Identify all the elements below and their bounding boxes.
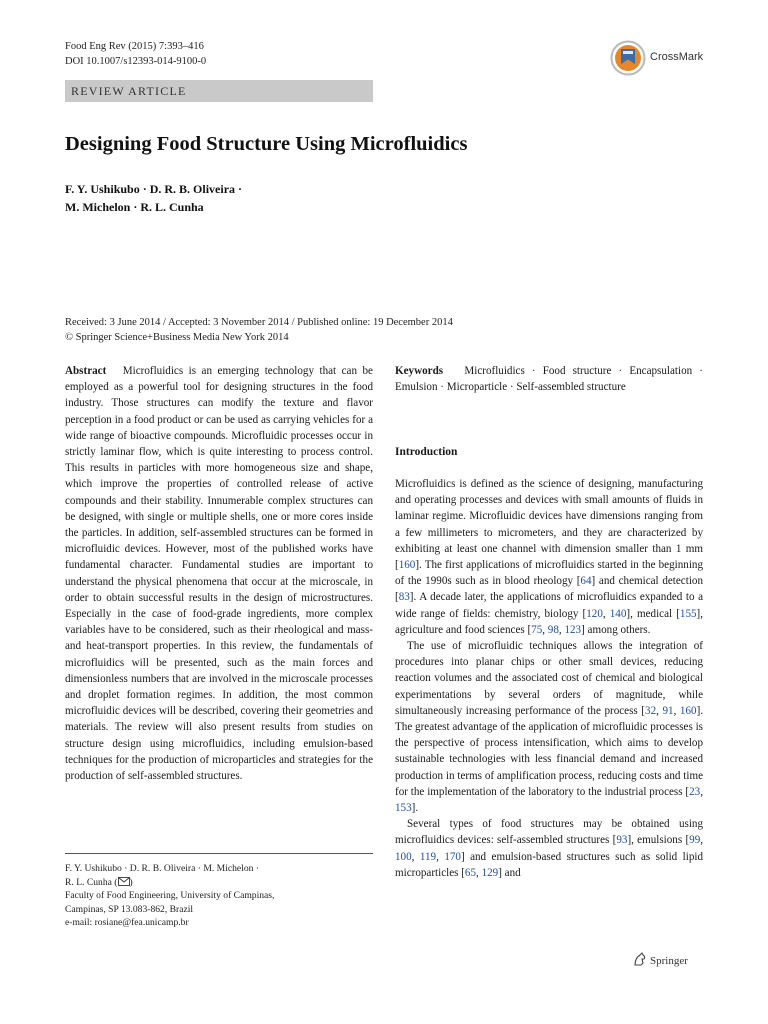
author-line: F. Y. Ushikubo · D. R. B. Oliveira · — [65, 182, 243, 196]
paragraph: Several types of food structures may be obtained using microfluidics devices: self-assembled structures [93], emulsions [99, 100, 119, 170] and emulsion-based structures such as solid lipid microparticles [65, 129] and — [395, 818, 704, 879]
footnote-email[interactable]: e-mail: rosiane@fea.unicamp.br — [65, 917, 189, 929]
citation-link[interactable]: 140 — [609, 607, 627, 620]
citation-link[interactable]: 93 — [616, 834, 628, 847]
footnote-affiliation: Campinas, SP 13.083-862, Brazil — [65, 903, 194, 915]
citation-link[interactable]: 153 — [395, 802, 412, 815]
citation-link[interactable]: 83 — [398, 591, 410, 604]
citation-link[interactable]: 160 — [679, 704, 697, 717]
keywords-label: Keywords — [395, 365, 444, 377]
citation-link[interactable]: 98 — [547, 623, 559, 636]
abstract-text: Microfluidics is an emerging technology that can be employed as a powerful tool for designing structures in the food industry. Those structures can modify the texture and flavor perception in a food product or can be used as carrying vehicles for a wide range of bioactive compounds. Microfluidic processes occur in strictly laminar flow, which is quite interesting to process control. This results in particles with more homogeneous size and shape, which improve the properties of controlled release of active compounds and their stability. Innumerable complex structures can be designed, with single or multiple shells, one or more cores inside the particles. In addition, self-assembled structures can be formed in microfluidic devices. However, most of the published works have fundamental character. Fundamental studies are important to understand the physical phenomena that occur at the microscale, in order to obtain successful results in the design of microstructures. Especially in the case of food-grade ingredients, more complex variables have to be considered, such as their rheological and mass- and heat-transport properties. In this review, the fundamentals of microfluidics will be presented, such as the main forces and dimensionless numbers that are involved in the microscale processes and droplet formation regimes. In addition, the most common microfluidic devices will be described, covering their geometries and materials. The review will also present results from studies on structure design using microfluidics, including emulsion-based techniques for the production of microparticles and strategies for the production of self-assembled structures. — [65, 365, 373, 783]
journal-citation: Food Eng Rev (2015) 7:393–416 — [65, 41, 204, 52]
citation-link[interactable]: 120 — [586, 607, 603, 620]
copyright-line: © Springer Science+Business Media New York 2014 — [65, 332, 289, 343]
paragraph: Microfluidics is defined as the science of designing, manufacturing and operating processes and devices with small amounts of fluids in laminar regime. Microfluidic devices have dimensions ranging from a few millimeters to micrometers, and they are characterized by exhibiting at least one channel with dimension smaller than 1 mm [160]. The first applications of microfluidics started in the beginning of the 1990s such as in blood rheology [64] and chemical detection [83]. A decade later, the applications of microfluidics expanded to a wide range of fields: chemistry, biology [120, 140], medical [155], agriculture and food sciences [75, 98, 123] among others. — [395, 478, 703, 636]
citation-link[interactable]: 64 — [580, 575, 592, 588]
paragraph: The use of microfluidic techniques allows the integration of procedures into planar chips or other small devices, reducing reaction volumes and the associated cost of chemical and biological experimentations by several orders of magnitude, while simultaneously increasing performance of the process [32, 91, 160]. The greatest advantage of the application of microfluidic processes is the perspective of process intensification, which aims to develop sustainable technologies with less financial demand and increased production in terms of amplification process, reducing costs and time for the implementation of the laboratory to the industrial process [23, 153]. — [395, 640, 704, 815]
citation-link[interactable]: 91 — [662, 704, 674, 717]
dates-line: Received: 3 June 2014 / Accepted: 3 November 2014 / Published online: 19 December 2014 — [65, 317, 453, 328]
citation-link[interactable]: 99 — [689, 834, 701, 847]
keywords-text: Microfluidics · Food structure · Encapsulation · Emulsion · Microparticle · Self-assembled structure — [395, 365, 703, 394]
publisher-name: Springer — [650, 955, 688, 967]
crossmark-logo-icon[interactable] — [610, 40, 646, 76]
article-type-banner: REVIEW ARTICLE — [65, 80, 373, 102]
footnote-corresponding-author: R. L. Cunha — [65, 876, 112, 888]
footnote-divider — [65, 853, 373, 854]
crossmark-label[interactable]: CrossMark — [650, 51, 704, 63]
introduction-body — [395, 476, 703, 881]
citation-link[interactable]: 155 — [679, 607, 697, 620]
citation-link[interactable]: 119 — [419, 850, 437, 863]
publication-dates — [65, 315, 453, 345]
citation-link[interactable]: 123 — [564, 623, 582, 636]
citation-link[interactable]: 100 — [395, 850, 412, 863]
citation-link[interactable]: 75 — [531, 623, 543, 636]
abstract-label: Abstract — [65, 365, 107, 377]
abstract-section — [65, 363, 373, 784]
article-title: Designing Food Structure Using Microfluidics — [65, 133, 468, 155]
citation-link[interactable]: 32 — [645, 704, 657, 717]
citation-link[interactable]: 129 — [481, 866, 499, 879]
envelope-icon[interactable] — [118, 877, 130, 886]
citation-link[interactable]: 23 — [689, 785, 701, 798]
footnote-authors: F. Y. Ushikubo · D. R. B. Oliveira · M. Michelon · — [65, 863, 260, 874]
springer-horse-icon — [632, 951, 648, 967]
doi-line: DOI 10.1007/s12393-014-9100-0 — [65, 56, 207, 67]
citation-link[interactable]: 160 — [398, 559, 416, 572]
section-heading-introduction: Introduction — [395, 446, 458, 458]
citation-link[interactable]: 65 — [464, 866, 477, 879]
citation-link[interactable]: 170 — [444, 850, 461, 863]
footnote-affiliation: Faculty of Food Engineering, University of Campinas, — [65, 890, 275, 902]
author-list — [65, 180, 242, 216]
keywords-section — [395, 363, 703, 395]
author-footnote: F. Y. Ushikubo · D. R. B. Oliveira · M. Michelon · R. L. Cunha ( ) Faculty of Food Engineering, University of Campinas, Campinas, SP 13.083-862, Brazil e-mail: rosiane@fea.unicamp.br — [65, 862, 373, 930]
publisher-footer — [632, 951, 688, 967]
author-line: M. Michelon · R. L. Cunha — [65, 200, 204, 214]
